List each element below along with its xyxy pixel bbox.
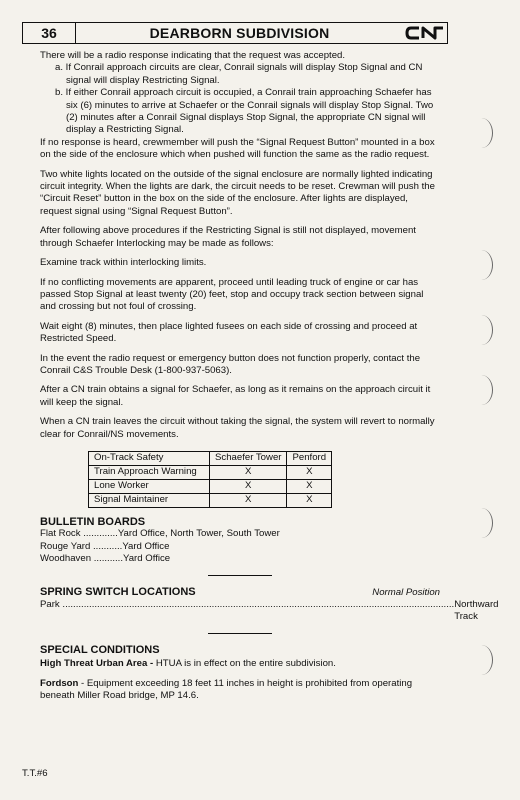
bulletin-value: Yard Office, North Tower, South Tower [117,528,280,540]
table-header: Penford [287,451,332,465]
cn-logo-icon [403,23,447,43]
table-cell: Train Approach Warning [89,465,210,479]
leader-dots: ........... [91,553,124,565]
special-conditions-heading: SPECIAL CONDITIONS [40,643,160,656]
paragraph: Wait eight (8) minutes, then place lighted fusees on each side of crossing and proceed at Restricted Speed. [40,320,418,345]
special-condition-item [40,678,440,703]
table-cell: X [210,479,287,493]
page-number: 36 [23,23,76,43]
list-item [40,541,440,553]
condition-label: High Threat Urban Area - [40,658,156,670]
spring-switch-heading: SPRING SWITCH LOCATIONS [40,585,196,598]
table-cell: X [287,493,332,507]
bulletin-boards-heading: BULLETIN BOARDS [40,515,146,528]
leader-dots: ........... [90,540,123,552]
condition-label: Fordson [40,677,79,689]
section-divider [208,633,272,634]
table-header: On-Track Safety [89,451,210,465]
item-a: a. If Conrail approach circuits are clear, Conrail signals will display Stop Signal and CN signal will display Restricting Signal. [55,62,423,86]
paragraph: In the event the radio request or emergency button does not function properly, contact the Conrail C&S Trouble Desk (1-800-937-5063). [40,352,421,376]
spring-switch-header [40,586,440,599]
page-header [22,22,448,44]
table-header-row [89,451,332,465]
bulletin-location: Flat Rock [40,528,81,540]
list-item [40,528,440,540]
leader-dots: ............. [80,528,118,540]
section-divider [208,575,272,576]
table-row [89,479,332,493]
paragraph: After following above procedures if the Restricting Signal is still not displayed, movement through Schaefer Interlocking may be made as follows: [40,225,416,249]
page-content [40,50,499,709]
table-cell: X [210,493,287,507]
table-cell: X [287,465,332,479]
paragraph: When a CN train leaves the circuit without taking the signal, the system will revert to normally clear for Conrail/NS movements. [40,416,435,440]
paragraph: Two white lights located on the outside of the signal enclosure are normally lighted indicating circuit integrity. When the lights are dark, the circuit needs to be reset. Crewman will push the “Circuit Reset” button in the box on the side of the enclosure. After lights are displayed, request signal using “Signal Request Button”. [40,168,435,217]
subdivision-title: DEARBORN SUBDIVISION [149,25,330,41]
table-cell: X [287,479,332,493]
condition-text: HTUA is in effect on the entire subdivision. [155,658,336,670]
binder-hole-icon [470,250,493,280]
binder-hole-icon [470,118,493,148]
paragraph: If no response is heard, crewmember will push the “Signal Request Button” mounted in a box on the side of the enclosure which when pushed will function the same as the radio request. [40,136,435,161]
table-cell: Signal Maintainer [89,493,210,507]
paragraph: If no conflicting movements are apparent, proceed until leading truck of engine or car has passed Stop Signal at least twenty (20) feet, stop and occupy track section between signal and crossing but not foul of crossing. [40,276,424,313]
normal-position-header: Normal Position [372,586,440,598]
table-cell: Lone Worker [89,479,210,493]
leader-dots: ................................................................................................................................................... [59,599,455,610]
intro-text: There will be a radio response indicating that the request was accepted. [40,50,346,61]
item-b: b. If either Conrail approach circuit is occupied, a Conrail train approaching Schaefer has six (6) minutes to arrive at Schaefer or the Conrail signals will display Stop Signal. Two (2) minutes after a Conrail Signal displays Stop Signal, the appropriate CN signal will display a Restricting Signal. [55,87,434,136]
list-item [40,553,440,565]
list-item [40,599,499,624]
paragraph: Examine track within interlocking limits. [40,257,207,269]
condition-text: - Equipment exceeding 18 feet 11 inches in height is prohibited from operating beneath Miller Road bridge, MP 14.6. [40,677,413,702]
table-cell: X [210,465,287,479]
special-condition-item [40,658,440,670]
on-track-safety-table [88,451,332,508]
switch-position: Northward Track [454,599,499,623]
binder-hole-icon [470,508,493,538]
footer-timetable: T.T.#6 [22,768,48,779]
bulletin-location: Rouge Yard [40,540,91,552]
binder-hole-icon [470,645,493,675]
bulletin-location: Woodhaven [40,553,92,565]
switch-location: Park [40,599,60,610]
table-row [89,493,332,507]
binder-hole-icon [470,315,493,345]
table-header: Schaefer Tower [210,451,287,465]
bulletin-value: Yard Office [122,540,170,552]
table-row [89,465,332,479]
bulletin-value: Yard Office [123,553,171,565]
binder-hole-icon [470,375,493,405]
paragraph: After a CN train obtains a signal for Schaefer, as long as it remains on the approach circuit it will keep the signal. [40,384,431,408]
